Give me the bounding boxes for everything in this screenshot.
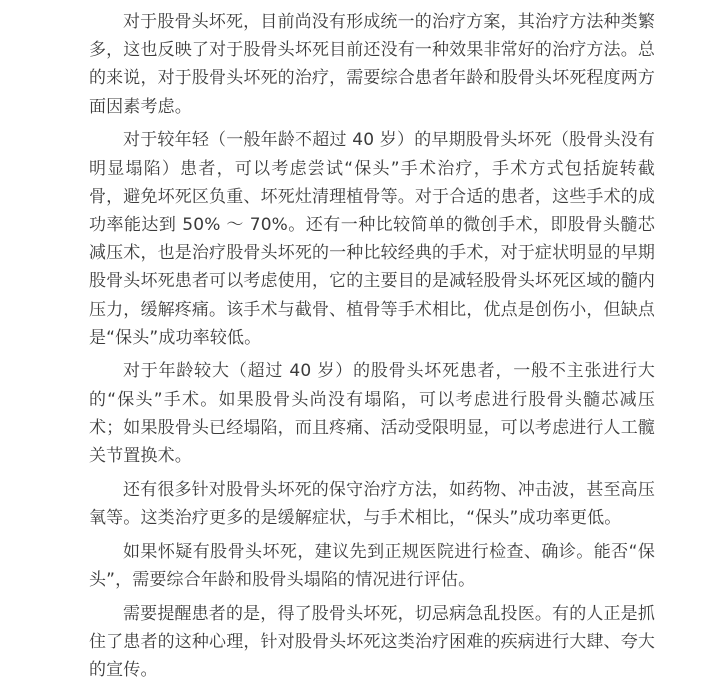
paragraph-older-patients: 对于年龄较大（超过 40 岁）的股骨头坏死患者，一般不主张进行大的“保头”手术。如果股骨头尚没有塌陷，可以考虑进行股骨头髓芯减压术；如果股骨头已经塌陷，而且疼痛、活动受限明显，可以考虑进行人工髋关节置换术。 [89,361,655,467]
paragraph-conservative-treatment: 还有很多针对股骨头坏死的保守治疗方法，如药物、冲击波，甚至高压氧等。这类治疗更多的是缓解症状，与手术相比，“保头”成功率更低。 [89,479,655,528]
paragraph-warning: 需要提醒患者的是，得了股骨头坏死，切忌病急乱投医。有的人正是抓住了患者的这种心理，针对股骨头坏死这类治疗困难的疾病进行大肆、夸大的宣传。 [89,603,655,680]
paragraph-treatment-overview: 对于股骨头坏死，目前尚没有形成统一的治疗方案，其治疗方法种类繁多，这也反映了对于股骨头坏死目前还没有一种效果非常好的治疗方法。总的来说，对于股骨头坏死的治疗，需要综合患者年龄和股骨头坏死程度两方面因素考虑。 [89,12,655,117]
paragraph-young-patients: 对于较年轻（一般年龄不超过 40 岁）的早期股骨头坏死（股骨头没有明显塌陷）患者，可以考虑尝试“保头”手术治疗，手术方式包括旋转截骨，避免坏死区负重、坏死灶清理植骨等。对于合适的患者，这些手术的成功率能达到 50% ～ 70%。还有一种比较简单的微创手术，即股骨头髓芯减压术，也是治疗股骨头坏死的一种比较经典的手术，对于症状明显的早期股骨头坏死患者可以考虑使用，它的主要目的是减轻股骨头坏死区域的髓内压力，缓解疼痛。该手术与截骨、植骨等手术相比，优点是创伤小，但缺点是“保头”成功率较低。 [89,130,655,348]
paragraph-diagnosis-advice: 如果怀疑有股骨头坏死，建议先到正规医院进行检查、确诊。能否“保头”，需要综合年龄和股骨头塌陷的情况进行评估。 [89,541,655,590]
